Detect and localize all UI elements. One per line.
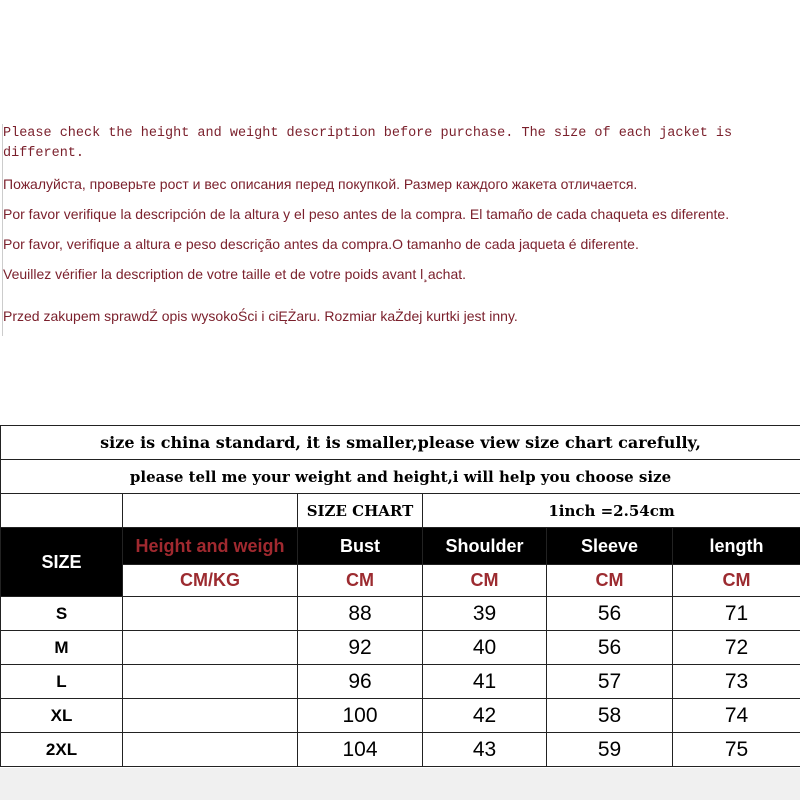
cell-sleeve: 56 <box>547 597 673 631</box>
unit-length: CM <box>673 565 800 597</box>
cell-length: 71 <box>673 597 800 631</box>
cell-bust: 100 <box>298 699 423 733</box>
unit-sleeve: CM <box>547 565 673 597</box>
cell-bust: 96 <box>298 665 423 699</box>
table-row <box>1 699 800 733</box>
cell-hw <box>123 597 298 631</box>
unit-height-weight: CM/KG <box>123 565 298 597</box>
cell-bust: 92 <box>298 631 423 665</box>
header-bust: Bust <box>298 528 423 565</box>
note-spanish: Por favor verifique la descripción de la altura y el peso antes de la compra. El tamaño de cada chaqueta es diferente. <box>3 206 730 222</box>
note-english: Please check the height and weight description before purchase. The size of each jacket is different. <box>3 126 733 161</box>
note-polish: Przed zakupem sprawdŹ opis wysokoŚci i ciĘŻaru. Rozmiar kaŻdej kurtki jest inny. <box>3 308 518 324</box>
cell-size: M <box>1 631 123 665</box>
footer-strip <box>0 768 800 800</box>
table-row <box>1 597 800 631</box>
note-french: Veuillez vérifier la description de votre taille et de votre poids avant l¸achat. <box>3 266 467 282</box>
cell-shoulder: 41 <box>423 665 547 699</box>
table-row <box>1 733 800 767</box>
header-size: SIZE <box>1 528 123 597</box>
note-portuguese: Por favor, verifique a altura e peso descrição antes da compra.O tamanho de cada jaqueta é diferente. <box>3 236 639 252</box>
purchase-notes <box>2 124 799 336</box>
cell-size: S <box>1 597 123 631</box>
cell-size: L <box>1 665 123 699</box>
cell-hw <box>123 733 298 767</box>
cell-shoulder: 39 <box>423 597 547 631</box>
cell-length: 74 <box>673 699 800 733</box>
unit-bust: CM <box>298 565 423 597</box>
header-height-weight: Height and weigh <box>123 528 298 565</box>
cell-bust: 104 <box>298 733 423 767</box>
cell-length: 75 <box>673 733 800 767</box>
cell-shoulder: 40 <box>423 631 547 665</box>
cell-hw <box>123 631 298 665</box>
cell-size: 2XL <box>1 733 123 767</box>
size-standard-banner: size is china standard, it is smaller,please view size chart carefully, <box>1 426 800 460</box>
cell-sleeve: 58 <box>547 699 673 733</box>
cell-shoulder: 42 <box>423 699 547 733</box>
cell-length: 72 <box>673 631 800 665</box>
cell-hw <box>123 665 298 699</box>
note-russian: Пожалуйста, проверьте рост и вес описания перед покупкой. Размер каждого жакета отличается. <box>3 176 638 192</box>
cell-sleeve: 56 <box>547 631 673 665</box>
cell-sleeve: 59 <box>547 733 673 767</box>
cell-sleeve: 57 <box>547 665 673 699</box>
cell-shoulder: 43 <box>423 733 547 767</box>
header-shoulder: Shoulder <box>423 528 547 565</box>
cell-hw <box>123 699 298 733</box>
table-row <box>1 631 800 665</box>
header-sleeve: Sleeve <box>547 528 673 565</box>
inch-conversion: 1inch =2.54cm <box>423 494 800 528</box>
cell-length: 73 <box>673 665 800 699</box>
unit-shoulder: CM <box>423 565 547 597</box>
table-row <box>1 665 800 699</box>
help-banner: please tell me your weight and height,i will help you choose size <box>1 460 800 494</box>
size-chart-label: SIZE CHART <box>298 494 423 528</box>
header-length: length <box>673 528 800 565</box>
size-chart-table <box>0 425 800 767</box>
cell-bust: 88 <box>298 597 423 631</box>
cell-size: XL <box>1 699 123 733</box>
